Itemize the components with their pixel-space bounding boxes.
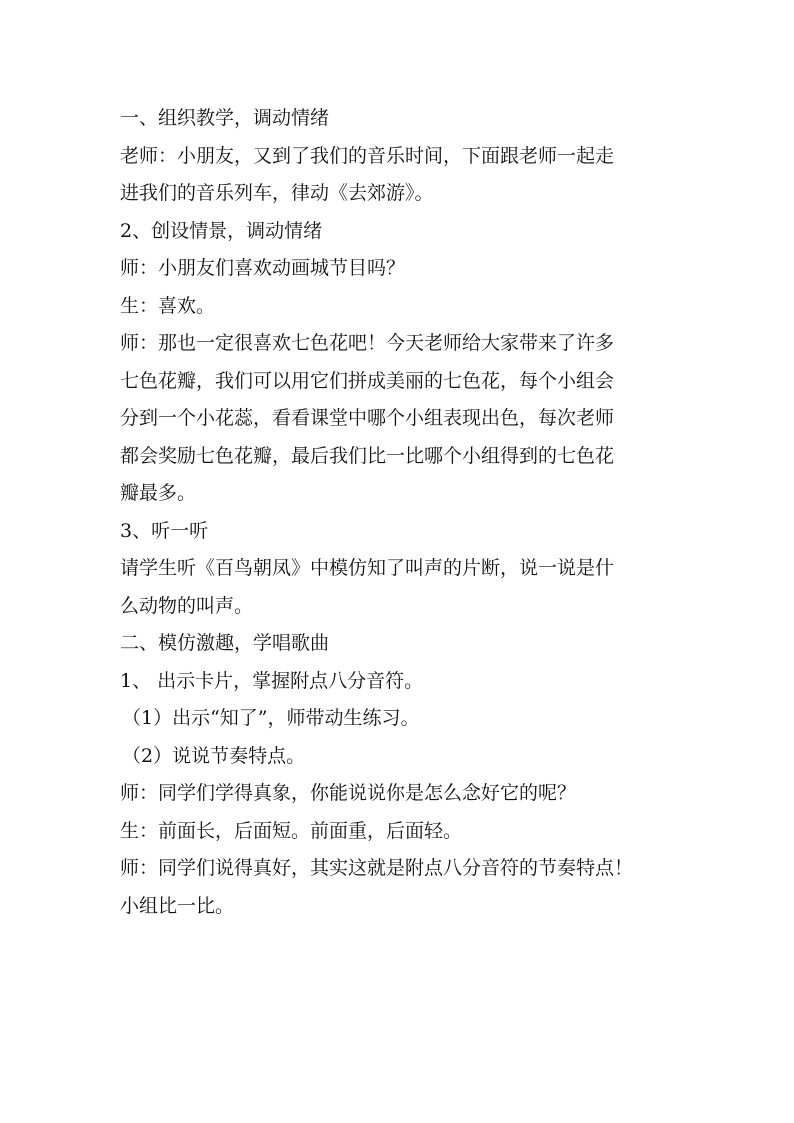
list-item: 1、 出示卡片，掌握附点八分音符。 bbox=[120, 669, 424, 692]
paragraph-line: 生：喜欢。 bbox=[120, 294, 216, 317]
section-heading-4: 二、模仿激趣，学唱歌曲 bbox=[120, 632, 330, 654]
section-heading-2: 2、创设情景，调动情绪 bbox=[120, 219, 323, 242]
paragraph-line: 七色花瓣，我们可以用它们拼成美丽的七色花，每个小组会 bbox=[120, 369, 615, 392]
paragraph-line: 分到一个小花蕊，看看课堂中哪个小组表现出色，每次老师 bbox=[120, 407, 615, 429]
paragraph-line: 师：同学们学得真象，你能说说你是怎么念好它的呢？ bbox=[120, 782, 577, 804]
paragraph-line: 师：小朋友们喜欢动画城节目吗？ bbox=[120, 257, 406, 279]
sub-list-item: （1）出示“知了”，师带动生练习。 bbox=[122, 707, 420, 729]
paragraph-line: 瓣最多。 bbox=[120, 482, 197, 504]
section-heading-1: 一、组织教学，调动情绪 bbox=[120, 107, 330, 129]
paragraph-line: 进我们的音乐列车，律动《去郊游》。 bbox=[120, 182, 434, 204]
sub-list-item: （2）说说节奏特点。 bbox=[122, 744, 306, 767]
paragraph-line: 请学生听《百鸟朝凤》中模仿知了叫声的片断，说一说是什 bbox=[120, 557, 615, 579]
document-body bbox=[120, 100, 680, 925]
paragraph-line: 老师：小朋友，又到了我们的音乐时间，下面跟老师一起走 bbox=[120, 144, 615, 167]
paragraph-line: 生：前面长，后面短。前面重，后面轻。 bbox=[120, 819, 463, 842]
paragraph-line: 都会奖励七色花瓣，最后我们比一比哪个小组得到的七色花 bbox=[120, 444, 615, 467]
paragraph-line: 师：那也一定很喜欢七色花吧！今天老师给大家带来了许多 bbox=[120, 332, 615, 354]
paragraph-line: 么动物的叫声。 bbox=[120, 594, 254, 617]
section-heading-3: 3、听一听 bbox=[120, 519, 209, 542]
paragraph-line: 小组比一比。 bbox=[120, 894, 235, 917]
paragraph-line: 师：同学们说得真好，其实这就是附点八分音符的节奏特点！ bbox=[120, 857, 634, 879]
